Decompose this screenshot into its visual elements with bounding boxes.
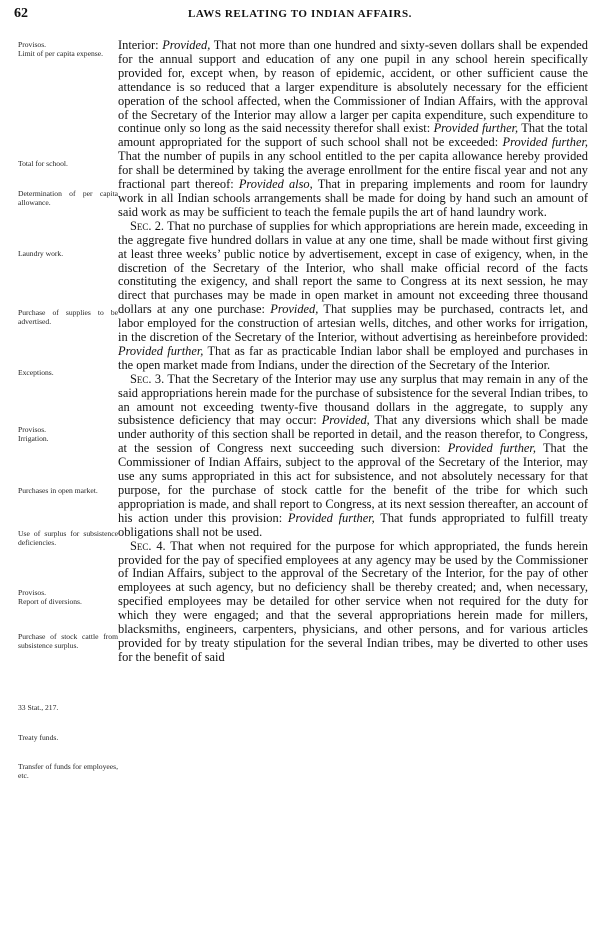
paragraph-text: That when not required for the purpose for which appropriated, the funds herein provided for the pay of specified employees at any agency may be used by the Commissioner of Indian Affairs, subject to the approval of the Secretary of the Interior, for the pay of other employees at such agency, but no deficiency shall be thereby created; and, when necessary, specified employees may be detailed for other service when not required for the duty for which they were engaged; and that the several appropriations herein made for millers, blacksmiths, engineers, carpenters, physicians, and other persons, and for various articles provided for by treaty stipulation for the several Indian tribes, may be diverted to other uses for the benefit of said: [118, 538, 588, 664]
proviso-text: Provided also,: [238, 177, 313, 192]
paragraph-text: That supplies may be purchased, contracts let, and labor employed for the construction of artesian wells, ditches, and other works for irrigation, in the discretion of the Secretary of the Interior, without advertising as hereinbefore provided:: [118, 302, 589, 345]
running-title: LAWS RELATING TO INDIAN AFFAIRS.: [187, 8, 413, 20]
paragraph-text: That the Commissioner of Indian Affairs, subject to the approval of the Secretary of the Interior, may use any sums appropriated in this act for subsistence, and not absolutely necessary for that purpose, for the purchase of stock cattle for the benefit of the tribe for which such appropriation is made, and shall report to Congress, at its next session thereafter, an account of his action under this provision:: [118, 441, 588, 525]
margin-note: Use of surplus for subsistence deficiencies.: [18, 529, 118, 547]
proviso-text: Provided,: [162, 38, 211, 52]
margin-note: Determination of per capita allowance.: [18, 189, 118, 207]
margin-note: Transfer of funds for employees, etc.: [18, 762, 118, 780]
margin-note: Purchase of stock cattle from subsistence surplus.: [18, 632, 118, 650]
margin-note: Exceptions.: [18, 368, 54, 377]
paragraph: [118, 540, 588, 665]
paragraph: [118, 373, 588, 540]
proviso-text: Provided further,: [447, 441, 536, 456]
paragraph-text: That the number of pupils in any school entitled to the per capita allowance hereby provided for shall be determined by taking the average enrollment for the entire fiscal year and not any fractional part thereof:: [118, 149, 588, 192]
margin-notes: [0, 0, 118, 933]
paragraph-text: That any diversions which shall be made under authority of this section shall be reported in detail, and the reason therefor, to Congress, at the session of Congress next succeeding such diversion:: [118, 413, 589, 456]
paragraph-text: That the total amount appropriated for the support of such school shall not be exceeded:: [118, 121, 588, 150]
margin-note: Laundry work.: [18, 249, 64, 258]
proviso-text: Provided,: [321, 413, 370, 428]
paragraph-text: That as far as practicable Indian labor shall be employed and purchases in the open market made from Indians, under the direction of the Secretary of the Interior.: [118, 343, 588, 372]
paragraph-text: That no purchase of supplies for which appropriations are herein made, exceeding in the aggregate five hundred dollars in value at any one time, shall be made without first giving at least three weeks’ public notice by advertisement, except in case of exigency, when, in the discretion of the Secretary of the Interior, who shall make official record of the facts constituting the exigency, and shall report the same to Congress at its next session, he may direct that purchases may be made in open market in amount not exceeding three thousand dollars at any one purchase:: [118, 218, 588, 317]
proviso-text: Provided,: [270, 302, 319, 317]
margin-note: 33 Stat., 217.: [18, 703, 59, 712]
margin-note: Total for school.: [18, 159, 68, 168]
proviso-text: Provided further,: [287, 510, 375, 525]
proviso-text: Provided further,: [502, 135, 588, 150]
paragraph-text: That in preparing implements and room for laundry work in all Indian schools arrangements shall be made for doing by hand such an amount of said work as may be sufficient to teach the female pupils the art of hand laundry work.: [118, 177, 588, 219]
paragraph: [118, 220, 588, 373]
section-label: Sec. 4.: [130, 538, 166, 553]
paragraph-text: Interior:: [118, 38, 163, 52]
page-number: 62: [14, 6, 28, 21]
paragraph-text: That the Secretary of the Interior may use any surplus that may remain in any of the said appropriations herein made for the purchase of subsistence for the several Indian tribes, to an amount not exceeding twenty-five thousand dollars in the aggregate, to supply any subsistence deficiency that may occur:: [118, 371, 588, 428]
margin-note: Provisos. Irrigation.: [18, 425, 49, 443]
proviso-text: Provided further,: [118, 343, 204, 358]
margin-note: Treaty funds.: [18, 733, 59, 742]
paragraph: [118, 39, 588, 220]
proviso-text: Provided further,: [433, 121, 519, 136]
margin-note: Provisos. Limit of per capita expense.: [18, 40, 103, 58]
margin-note: Purchases in open market.: [18, 486, 98, 495]
paragraph-text: That not more than one hundred and sixty-seven dollars shall be expended for the annual support and education of any one pupil in any school herein specifically provided for, except when, by reason of epidemic, accident, or other sufficient cause the attendance is so reduced that a larger expenditure is absolutely necessary for the efficient operation of the school affected, when the Commissioner of Indian Affairs, with the approval of the Secretary of the Interior may allow a larger per capita expenditure, such expenditure to continue only so long as the said necessity therefor shall exist:: [118, 38, 588, 136]
margin-note: Provisos. Report of diversions.: [18, 588, 82, 606]
margin-note: Purchase of supplies to be advertised.: [18, 308, 118, 326]
section-label: Sec. 2.: [130, 218, 165, 233]
paragraph-text: That funds appropriated to fulfill treaty obligations shall not be used.: [118, 510, 588, 539]
section-label: Sec. 3.: [130, 371, 165, 386]
body-text: [118, 39, 588, 665]
